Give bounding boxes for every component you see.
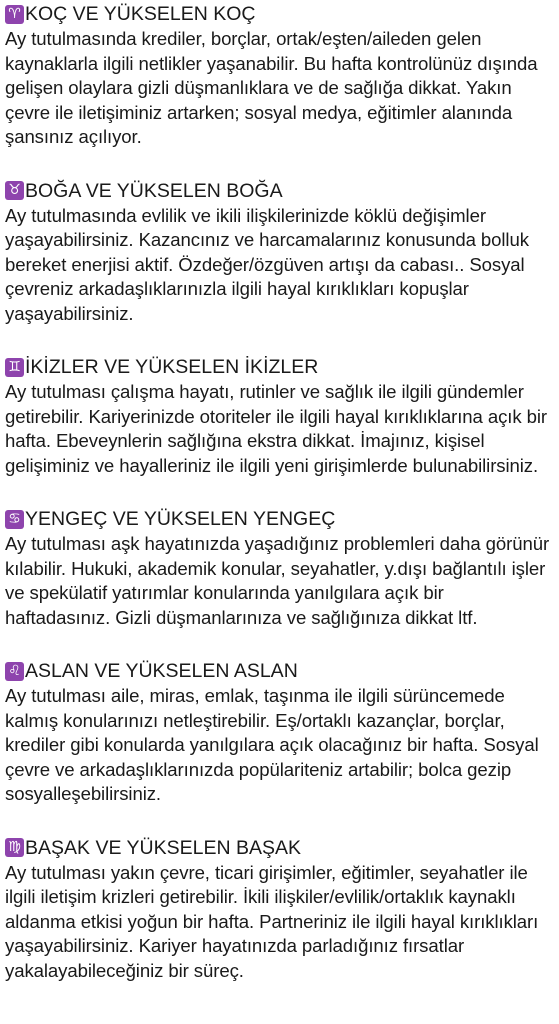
section-title: KOÇ VE YÜKSELEN KOÇ [25,3,256,25]
section-heading [5,354,551,380]
section-body: Ay tutulması aile, miras, emlak, taşınma ile ilgili sürüncemede kalmış konularınızı netleştirebilir. Eş/ortaklı kazançlar, borçlar, krediler gibi konularda yanılgılara açık olacağınız bir hafta. Sosyal çevre ve arkadaşlıklarınızda popülariteniz artabilir; bolca gezip sosyalleşebilirsiniz. [5,685,539,804]
section-title: İKİZLER VE YÜKSELEN İKİZLER [25,356,319,378]
gemini-icon: ♊ [5,358,24,377]
section-title: BAŞAK VE YÜKSELEN BAŞAK [25,836,302,859]
section-aries [5,0,551,150]
taurus-icon: ♉ [5,181,24,200]
section-virgo [5,835,551,984]
section-body: Ay tutulması aşk hayatınızda yaşadığınız problemleri daha görünür kılabilir. Hukuki, akademik konular, seyahatler, y.dışı bağlantılı işler ve spekülatif yatırımlar konularında yanılgılara açık bir haftadasınız. Gizli düşmanlarınıza ve sağlığınıza dikkat ltf. [5,533,550,628]
section-title: BOĞA VE YÜKSELEN BOĞA [25,179,283,202]
section-body: Ay tutulmasında krediler, borçlar, ortak/eşten/aileden gelen kaynaklarla ilgili netlikler yaşanabilir. Bu hafta kontrolünüz dışında gelişen olaylara gizli düşmanlıklara ve de sağlığa dikkat. Yakın çevre ile iletişiminiz artarken; sosyal medya, eğitimler alanında şansınız açılıyor. [5,28,538,147]
section-taurus [5,178,551,327]
section-heading [5,178,551,204]
section-heading [5,835,551,861]
section-cancer [5,506,551,630]
cancer-icon: ♋ [5,510,24,529]
section-body: Ay tutulmasında evlilik ve ikili ilişkilerinizde köklü değişimler yaşayabilirsiniz. Kazancınız ve harcamalarınız konusunda bolluk bereket enerjisi aktif. Özdeğer/özgüven artışı da cabası.. Sosyal çevreniz arkadaşlıklarınızla ilgili hayal kırıklıkları kopuşlar yaşayabilirsiniz. [5,204,529,324]
section-heading [5,506,551,532]
section-heading [5,658,551,684]
aries-icon: ♈ [5,5,24,24]
leo-icon: ♌ [5,662,24,681]
section-heading [5,1,551,27]
virgo-icon: ♍ [5,838,24,857]
section-leo [5,658,551,807]
section-body: Ay tutulması yakın çevre, ticari girişimler, eğitimler, seyahatler ile ilgili iletişim krizleri getirebilir. İkili ilişkiler/evlilik/ortaklık kaynaklı aldanma etkisi yoğun bir hafta. Partneriniz ile ilgili hayal kırıklıkları yaşayabilirsiniz. Kariyer hayatınızda parladığınız fırsatlar yakalayabileceğiniz bir süreç. [5,861,539,981]
section-title: ASLAN VE YÜKSELEN ASLAN [25,660,298,682]
section-body: Ay tutulması çalışma hayatı, rutinler ve sağlık ile ilgili gündemler getirebilir. Kariyerinizde otoriteler ile ilgili hayal kırıklıklarına açık bir hafta. Ebeveynlerin sağlığına ekstra dikkat. İmajınız, kişisel gelişiminiz ve hayalleriniz ile ilgili yeni girişimlerde bulunabilirsiniz. [5,381,547,476]
section-title: YENGEÇ VE YÜKSELEN YENGEÇ [25,508,336,530]
section-gemini [5,354,551,478]
